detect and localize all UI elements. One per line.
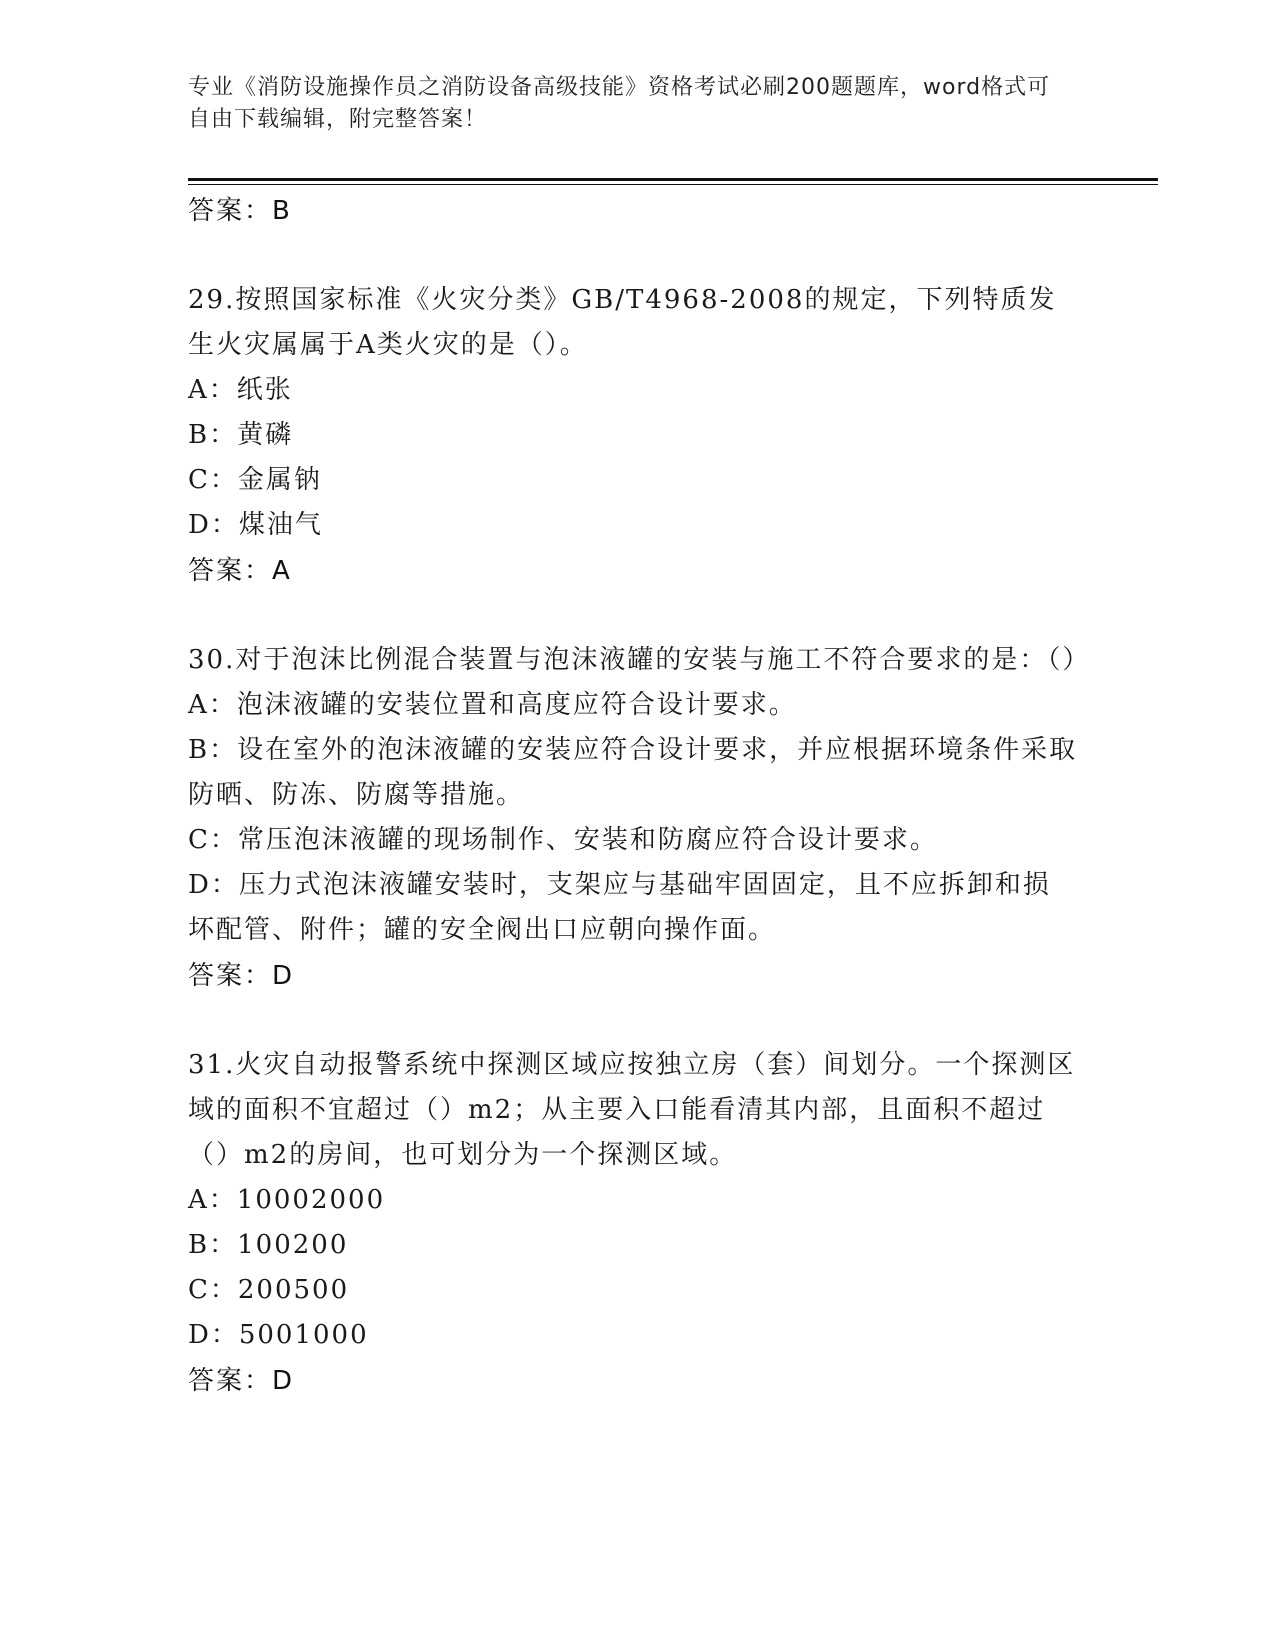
page-header: 专业《消防设施操作员之消防设备高级技能》资格考试必刷200题题库，word格式可自由下载编辑，附完整答案！ (188, 75, 1051, 132)
option-a: A：泡沫液罐的安装位置和高度应符合设计要求。 (188, 690, 797, 720)
option-c: C：200500 (188, 1275, 350, 1305)
question-29 (188, 278, 1078, 594)
option-c: C：金属钠 (188, 465, 322, 495)
previous-answer: 答案：B (188, 196, 292, 226)
question-text: 31.火灾自动报警系统中探测区域应按独立房（套）间划分。一个探测区域的面积不宜超过（）m2；从主要入口能看清其内部，且面积不超过（）m2的房间，也可划分为一个探测区域。 (188, 1050, 1076, 1170)
option-b: B：黄磷 (188, 420, 294, 450)
option-b: B：100200 (188, 1230, 349, 1260)
option-d: D：5001000 (188, 1320, 369, 1350)
header-rule-thick (188, 178, 1158, 181)
option-d: D：压力式泡沫液罐安装时，支架应与基础牢固固定，且不应拆卸和损坏配管、附件；罐的安全阀出口应朝向操作面。 (188, 870, 1051, 945)
question-31 (188, 1043, 1078, 1404)
answer-label: 答案：A (188, 556, 292, 586)
header-rule-thin (188, 184, 1158, 185)
question-text: 29.按照国家标准《火灾分类》GB/T4968-2008的规定，下列特质发生火灾属属于A类火灾的是（）。 (188, 285, 1057, 360)
option-c: C：常压泡沫液罐的现场制作、安装和防腐应符合设计要求。 (188, 825, 938, 855)
answer-label: 答案：D (188, 1366, 295, 1396)
option-a: A：10002000 (188, 1185, 386, 1215)
question-text: 30.对于泡沫比例混合装置与泡沫液罐的安装与施工不符合要求的是：（） (188, 645, 1091, 675)
option-d: D：煤油气 (188, 510, 323, 540)
option-a: A：纸张 (188, 375, 293, 405)
answer-label: 答案：D (188, 961, 295, 991)
question-30 (188, 638, 1091, 999)
question-content (188, 188, 1091, 1404)
option-b: B：设在室外的泡沫液罐的安装应符合设计要求，并应根据环境条件采取防晒、防冻、防腐等措施。 (188, 735, 1078, 810)
